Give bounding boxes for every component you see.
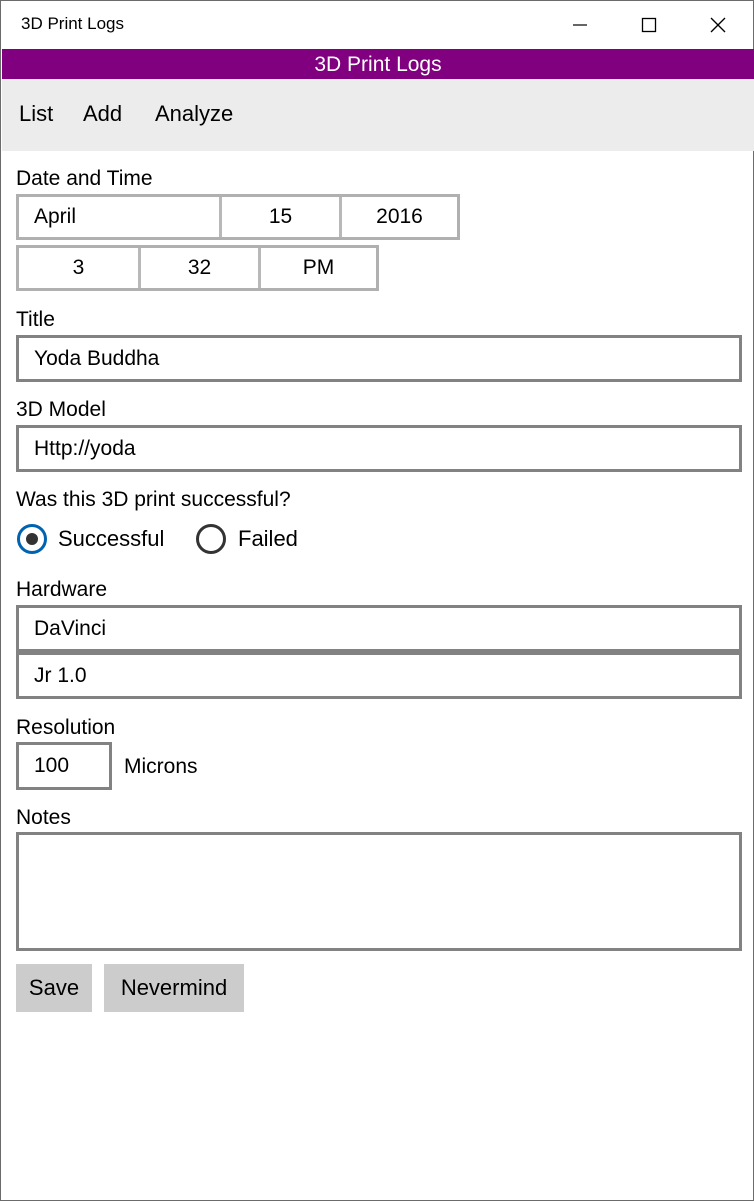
notes-label: Notes — [16, 806, 71, 829]
year-selector[interactable] — [339, 197, 457, 237]
time-picker — [16, 245, 379, 291]
failed-radio[interactable] — [196, 524, 226, 554]
hardware-make-value: DaVinci — [34, 616, 106, 640]
day-selector[interactable] — [219, 197, 339, 237]
period-selector[interactable] — [258, 248, 376, 288]
nav-item-analyze[interactable]: Analyze — [155, 101, 234, 126]
model-url-field[interactable] — [16, 425, 742, 472]
hardware-make-field[interactable] — [16, 605, 742, 652]
minute-selector[interactable] — [138, 248, 258, 288]
window-titlebar — [1, 1, 753, 48]
close-icon — [710, 17, 726, 33]
title-field[interactable] — [16, 335, 742, 382]
success-question-label: Was this 3D print successful? — [16, 488, 291, 511]
app-header: 3D Print Logs — [2, 49, 754, 79]
hour-selector[interactable] — [19, 248, 138, 288]
hour-value: 3 — [72, 256, 85, 279]
save-button[interactable]: Save — [16, 964, 92, 1012]
month-value: April — [34, 205, 77, 228]
date-picker — [16, 194, 460, 240]
successful-radio[interactable] — [17, 524, 47, 554]
close-button[interactable] — [695, 1, 741, 48]
minimize-icon — [572, 17, 588, 33]
day-value: 15 — [268, 205, 293, 228]
nevermind-button[interactable]: Nevermind — [104, 964, 244, 1012]
month-selector[interactable] — [19, 197, 219, 237]
minute-value: 32 — [187, 256, 212, 279]
failed-radio-label[interactable]: Failed — [238, 526, 298, 551]
period-value: PM — [302, 256, 335, 279]
successful-radio-label[interactable]: Successful — [58, 526, 165, 551]
resolution-label: Resolution — [16, 716, 116, 739]
resolution-unit-label: Microns — [124, 755, 198, 778]
date-time-label: Date and Time — [16, 167, 153, 190]
resolution-value: 100 — [34, 754, 70, 777]
minimize-button[interactable] — [557, 1, 603, 48]
resolution-field[interactable] — [16, 742, 112, 790]
maximize-icon — [641, 17, 657, 33]
maximize-button[interactable] — [626, 1, 672, 48]
window-title: 3D Print Logs — [21, 14, 124, 33]
nav-item-list[interactable]: List — [19, 101, 54, 126]
nav-item-add[interactable]: Add — [83, 101, 123, 126]
model-label: 3D Model — [16, 398, 106, 421]
title-label: Title — [16, 308, 55, 331]
title-field-value: Yoda Buddha — [34, 346, 160, 370]
model-url-value: Http://yoda — [34, 436, 136, 460]
notes-textarea[interactable] — [16, 832, 742, 951]
hardware-model-field[interactable] — [16, 652, 742, 699]
hardware-model-value: Jr 1.0 — [34, 663, 87, 687]
year-value: 2016 — [376, 205, 423, 228]
hardware-label: Hardware — [16, 578, 108, 601]
nav-bar — [2, 79, 754, 151]
